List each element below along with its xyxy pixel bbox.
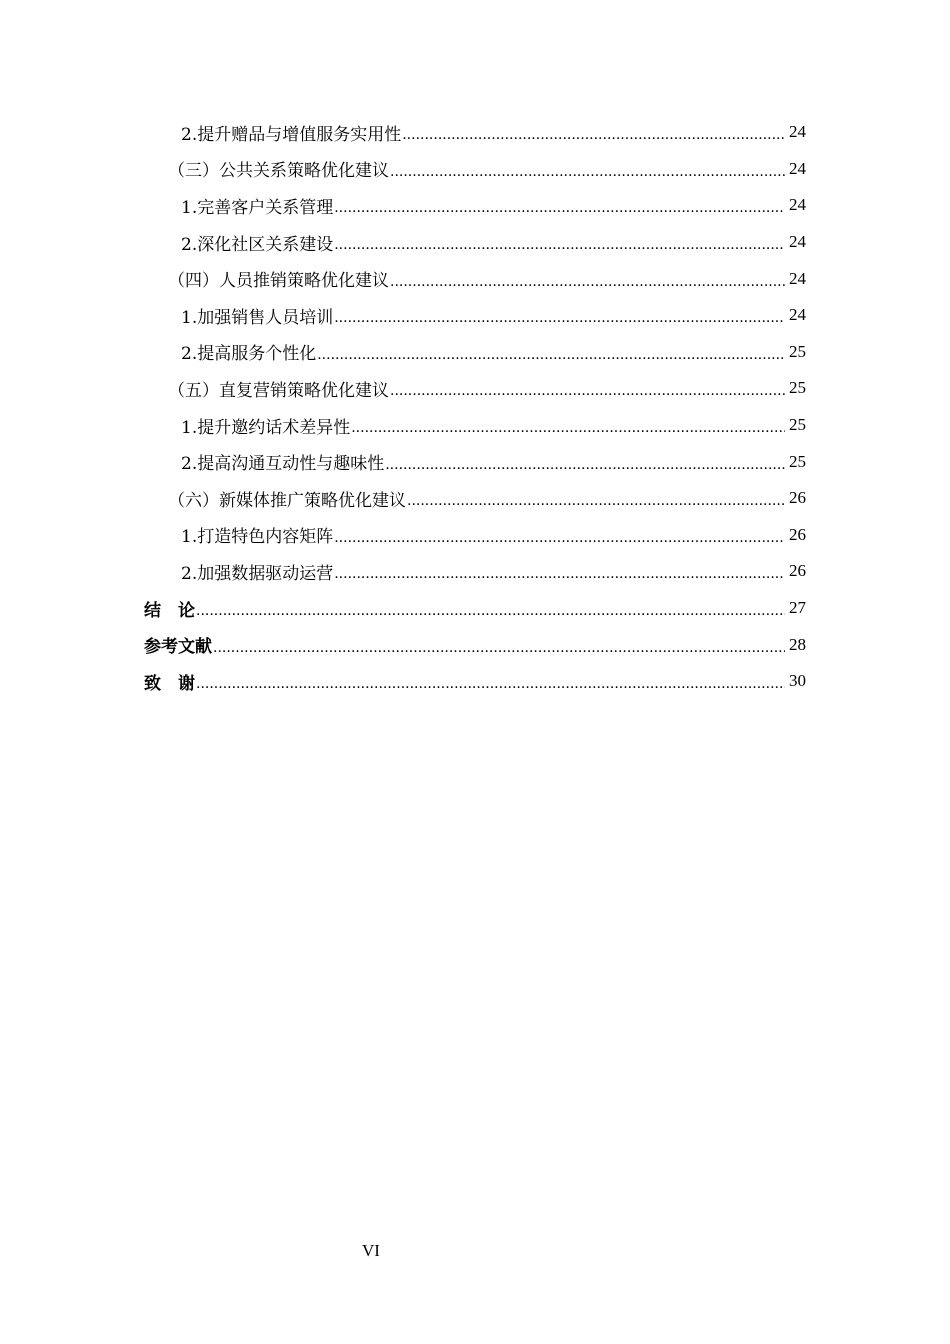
dot-leader [334,237,785,253]
dot-leader [385,457,785,473]
page-number: VI [362,1241,380,1260]
toc-entry[interactable] [0,626,950,663]
toc-entry-page: 25 [789,415,806,435]
table-of-contents [0,114,950,700]
toc-entry-title: 2.深化社区关系建设 [181,234,334,255]
toc-entry-page: 30 [789,671,806,691]
toc-entry[interactable] [0,480,950,517]
toc-entry[interactable] [0,663,950,700]
dot-leader [390,274,785,290]
toc-entry-page: 27 [789,598,806,618]
dot-leader [407,493,785,509]
toc-entry-title: 2.提升赠品与增值服务实用性 [181,124,402,145]
toc-entry-page: 24 [789,158,806,178]
toc-entry-title: （三）公共关系策略优化建议 [168,161,389,182]
toc-entry-title: 1.打造特色内容矩阵 [181,527,334,548]
dot-leader [196,603,785,619]
toc-entry-page: 24 [789,305,806,325]
dot-leader [334,530,785,546]
dot-leader [196,676,785,692]
toc-entry-title: 2.加强数据驱动运营 [181,563,334,584]
toc-entry[interactable] [0,407,950,444]
toc-entry-title: 1.加强销售人员培训 [181,307,334,328]
toc-entry-title: 结 论 [144,600,195,621]
toc-entry[interactable] [0,260,950,297]
toc-entry[interactable] [0,370,950,407]
toc-entry[interactable] [0,334,950,371]
dot-leader [402,127,785,143]
toc-entry[interactable] [0,590,950,627]
dot-leader [351,420,785,436]
toc-entry-title: 参考文献 [144,637,212,658]
dot-leader [334,566,785,582]
toc-entry-page: 28 [789,634,806,654]
toc-entry-page: 24 [789,268,806,288]
dot-leader [390,383,785,399]
toc-entry-title: 1.完善客户关系管理 [181,197,334,218]
toc-entry[interactable] [0,517,950,554]
toc-entry[interactable] [0,114,950,151]
toc-entry-title: 2.提高服务个性化 [181,344,317,365]
toc-entry-page: 26 [789,524,806,544]
toc-entry-title: 1.提升邀约话术差异性 [181,417,351,438]
toc-entry-page: 26 [789,561,806,581]
toc-entry-page: 26 [789,488,806,508]
toc-entry-page: 24 [789,232,806,252]
toc-entry-page: 25 [789,341,806,361]
dot-leader [317,347,785,363]
toc-entry[interactable] [0,187,950,224]
toc-entry-title: 致 谢 [144,673,195,694]
toc-entry-page: 24 [789,195,806,215]
toc-entry[interactable] [0,553,950,590]
dot-leader [334,200,785,216]
toc-entry-page: 25 [789,378,806,398]
toc-entry-title: （四）人员推销策略优化建议 [168,271,389,292]
toc-entry-title: 2.提高沟通互动性与趣味性 [181,454,385,475]
toc-entry[interactable] [0,297,950,334]
dot-leader [334,310,785,326]
toc-entry-page: 25 [789,451,806,471]
dot-leader [213,640,785,656]
toc-entry-title: （六）新媒体推广策略优化建议 [168,490,406,511]
toc-entry[interactable] [0,443,950,480]
toc-entry[interactable] [0,224,950,261]
toc-entry-page: 24 [789,122,806,142]
toc-entry[interactable] [0,151,950,188]
dot-leader [390,164,785,180]
toc-entry-title: （五）直复营销策略优化建议 [168,380,389,401]
